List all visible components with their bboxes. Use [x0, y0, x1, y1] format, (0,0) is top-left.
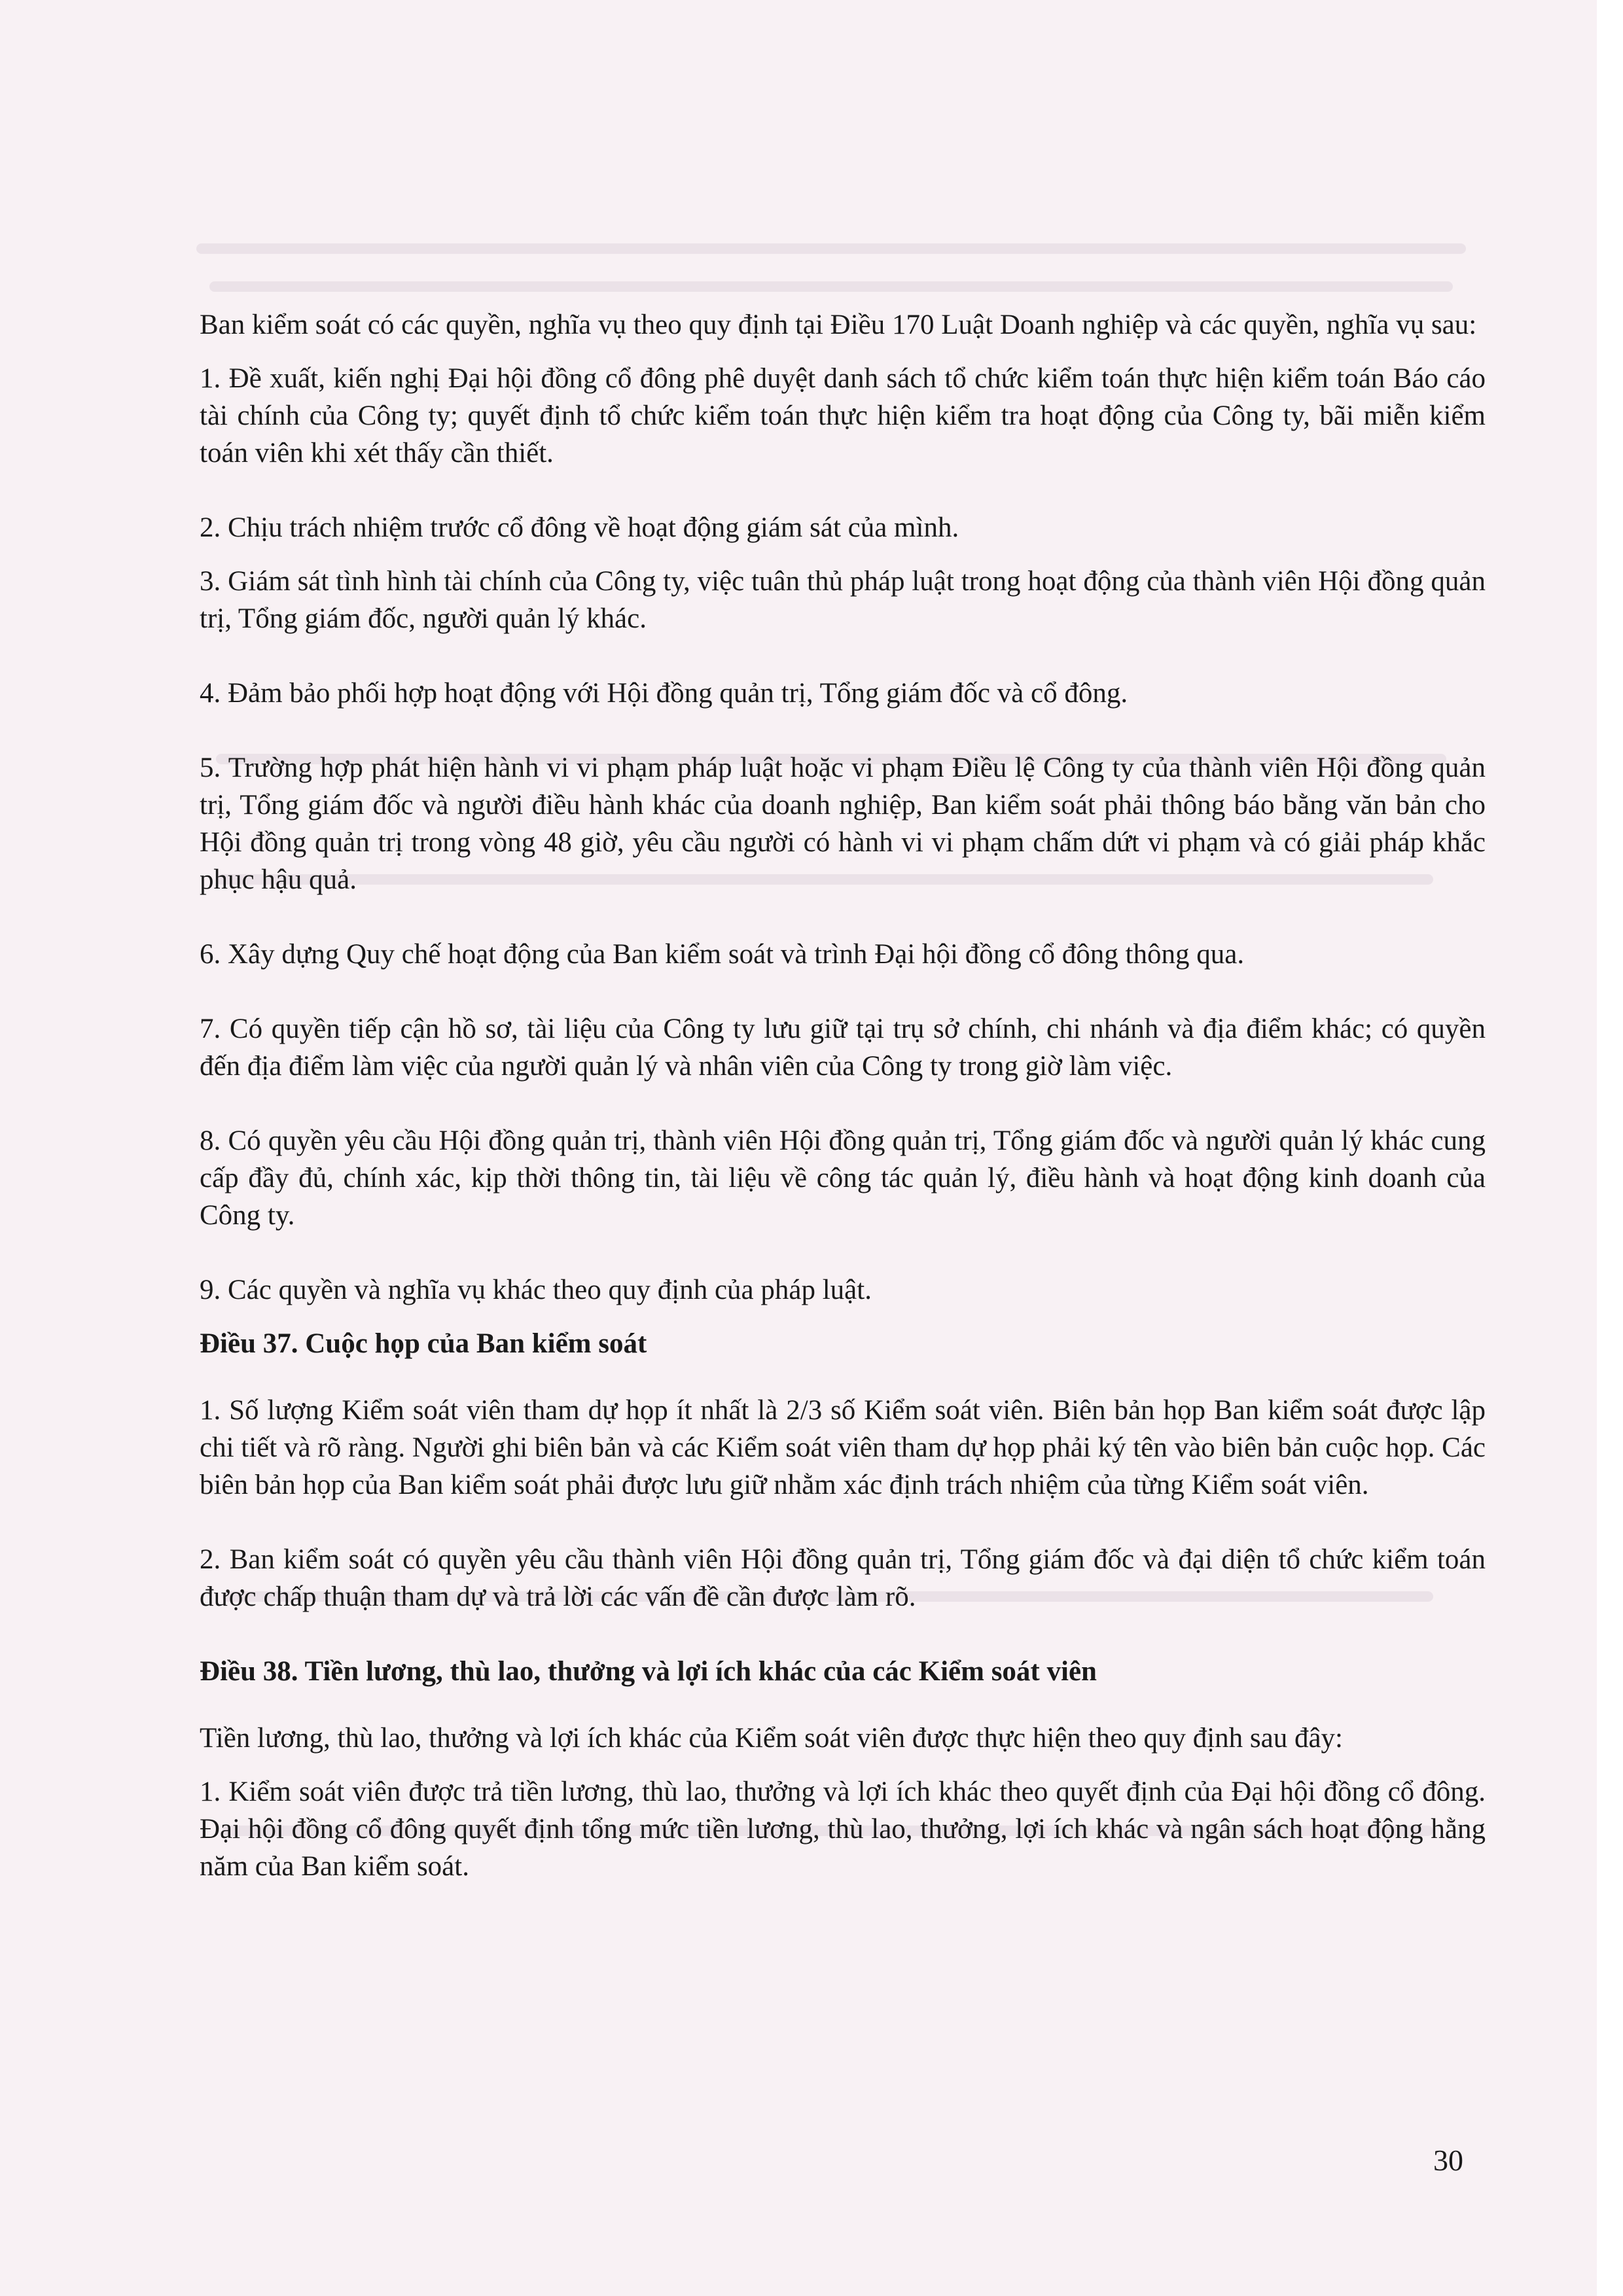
intro-paragraph: Ban kiểm soát có các quyền, nghĩa vụ theo quy định tại Điều 170 Luật Doanh nghiệp và các quyền, nghĩa vụ sau:	[200, 309, 1477, 340]
clause-4-paragraph: 4. Đảm bảo phối hợp hoạt động với Hội đồng quản trị, Tổng giám đốc và cổ đông.	[200, 678, 1128, 709]
bleed-through-line	[196, 243, 1466, 254]
clause-3-paragraph: 3. Giám sát tình hình tài chính của Công ty, việc tuân thủ pháp luật trong hoạt động của thành viên Hội đồng quản trị, Tổng giám đốc, người quản lý khác.	[200, 566, 1486, 634]
clause-5-paragraph: 5. Trường hợp phát hiện hành vi vi phạm pháp luật hoặc vi phạm Điều lệ Công ty của thành viên Hội đồng quản trị, Tổng giám đốc và người điều hành khác của doanh nghiệp, Ban kiểm soát phải thông báo bằng văn bản cho Hội đồng quản trị trong vòng 48 giờ, yêu cầu người có hành vi vi phạm chấm dứt vi phạm và có giải pháp khắc phục hậu quả.	[200, 752, 1486, 895]
clause-2-paragraph: 2. Chịu trách nhiệm trước cổ đông về hoạt động giám sát của mình.	[200, 512, 959, 543]
bleed-through-line	[209, 281, 1453, 292]
scan-edge	[1597, 0, 1623, 2296]
article-38-intro: Tiền lương, thù lao, thưởng và lợi ích khác của Kiểm soát viên được thực hiện theo quy định sau đây:	[200, 1723, 1344, 1754]
clause-6-paragraph: 6. Xây dựng Quy chế hoạt động của Ban kiểm soát và trình Đại hội đồng cổ đông thông qua.	[200, 939, 1245, 970]
article-38-clause-1: 1. Kiểm soát viên được trả tiền lương, thù lao, thưởng và lợi ích khác theo quyết định của Đại hội đồng cổ đông. Đại hội đồng cổ đông quyết định tổng mức tiền lương, thù lao, thưởng, lợi ích khác và ngân sách hoạt động hằng năm của Ban kiểm soát.	[200, 1776, 1486, 1882]
article-38-heading: Điều 38. Tiền lương, thù lao, thưởng và lợi ích khác của các Kiểm soát viên	[200, 1656, 1097, 1687]
clause-7-paragraph: 7. Có quyền tiếp cận hồ sơ, tài liệu của Công ty lưu giữ tại trụ sở chính, chi nhánh và địa điểm khác; có quyền đến địa điểm làm việc của người quản lý và nhân viên của Công ty trong giờ làm việc.	[200, 1014, 1486, 1082]
article-37-heading: Điều 37. Cuộc họp của Ban kiểm soát	[200, 1328, 647, 1359]
page-number: 30	[1433, 2144, 1463, 2177]
article-37-clause-2: 2. Ban kiểm soát có quyền yêu cầu thành viên Hội đồng quản trị, Tổng giám đốc và đại diện tổ chức kiểm toán được chấp thuận tham dự và trả lời các vấn đề cần được làm rõ.	[200, 1544, 1486, 1612]
clause-1-paragraph: 1. Đề xuất, kiến nghị Đại hội đồng cổ đông phê duyệt danh sách tổ chức kiểm toán thực hiện kiểm toán Báo cáo tài chính của Công ty; quyết định tổ chức kiểm toán thực hiện kiểm tra hoạt động của Công ty, bãi miễn kiểm toán viên khi xét thấy cần thiết.	[200, 363, 1486, 468]
clause-8-paragraph: 8. Có quyền yêu cầu Hội đồng quản trị, thành viên Hội đồng quản trị, Tổng giám đốc và người quản lý khác cung cấp đầy đủ, chính xác, kịp thời thông tin, tài liệu về công tác quản lý, điều hành và hoạt động kinh doanh của Công ty.	[200, 1125, 1486, 1231]
clause-9-paragraph: 9. Các quyền và nghĩa vụ khác theo quy định của pháp luật.	[200, 1275, 872, 1305]
document-body	[200, 306, 1486, 1922]
article-37-clause-1: 1. Số lượng Kiểm soát viên tham dự họp ít nhất là 2/3 số Kiểm soát viên. Biên bản họp Ban kiểm soát được lập chi tiết và rõ ràng. Người ghi biên bản và các Kiểm soát viên tham dự họp phải ký tên vào biên bản cuộc họp. Các biên bản họp của Ban kiểm soát phải được lưu giữ nhằm xác định trách nhiệm của từng Kiểm soát viên.	[200, 1395, 1486, 1500]
